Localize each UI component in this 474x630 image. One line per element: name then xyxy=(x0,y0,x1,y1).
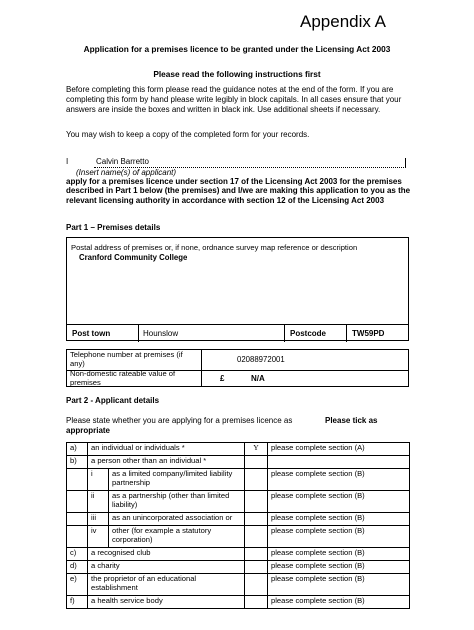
section-instruction xyxy=(268,456,410,469)
row-text: a recognised club xyxy=(88,548,245,561)
row-text: the proprietor of an educational establishment xyxy=(88,574,245,596)
row-letter xyxy=(67,526,88,548)
sub-letter: iii xyxy=(88,513,109,526)
section-instruction: please complete section (B) xyxy=(268,513,410,526)
row-text: an individual or individuals * xyxy=(88,443,245,456)
tick-cell[interactable]: Y xyxy=(245,443,268,456)
table-row xyxy=(67,513,410,526)
tick-cell[interactable] xyxy=(245,526,268,548)
instructions-heading: Please read the following instructions first xyxy=(153,69,321,79)
tick-cell[interactable] xyxy=(245,469,268,491)
row-text: a charity xyxy=(88,561,245,574)
address-value: Cranford Community College xyxy=(79,253,188,262)
row-letter: e) xyxy=(67,574,88,596)
rateable-value[interactable]: N/A xyxy=(251,374,265,383)
rateable-label: Non-domestic rateable value of premises xyxy=(67,370,202,387)
section-instruction: please complete section (B) xyxy=(268,491,410,513)
row-letter: c) xyxy=(67,548,88,561)
table-row xyxy=(67,469,410,491)
tick-cell[interactable] xyxy=(245,548,268,561)
tick-cell[interactable] xyxy=(245,456,268,469)
post-town-label: Post town xyxy=(67,325,139,342)
part2-prompt: Please state whether you are applying for a premises licence as xyxy=(66,416,293,425)
main-heading: Application for a premises licence to be granted under the Licensing Act 2003 xyxy=(83,44,391,54)
table-row xyxy=(67,561,410,574)
sub-letter: iv xyxy=(88,526,109,548)
row-text: a health service body xyxy=(88,596,245,609)
row-text: as a partnership (other than limited liability) xyxy=(109,491,245,513)
sub-letter: i xyxy=(88,469,109,491)
applicant-prefix: I xyxy=(66,157,69,166)
table-row xyxy=(67,596,410,609)
section-instruction: please complete section (B) xyxy=(268,596,410,609)
row-letter xyxy=(67,491,88,513)
sub-letter: ii xyxy=(88,491,109,513)
applicant-name-hint: (Insert name(s) of applicant) xyxy=(76,168,177,177)
row-letter xyxy=(67,513,88,526)
applicant-name-field[interactable] xyxy=(94,157,406,168)
table-row xyxy=(67,491,410,513)
telephone-label: Telephone number at premises (if any) xyxy=(67,350,202,370)
row-text: as an unincorporated association or xyxy=(109,513,245,526)
section-instruction: please complete section (B) xyxy=(268,526,410,548)
row-text: other (for example a statutory corporation) xyxy=(109,526,245,548)
post-town-row xyxy=(67,324,408,342)
applicant-type-table xyxy=(66,442,410,609)
tick-cell[interactable] xyxy=(245,574,268,596)
rateable-currency: £ xyxy=(220,374,225,383)
section-instruction: please complete section (A) xyxy=(268,443,410,456)
post-town-value[interactable]: Hounslow xyxy=(139,325,285,342)
tick-cell[interactable] xyxy=(245,513,268,526)
table-row xyxy=(67,574,410,596)
row-letter: f) xyxy=(67,596,88,609)
telephone-row xyxy=(67,350,408,371)
row-letter xyxy=(67,469,88,491)
row-text: as a limited company/limited liability partnership xyxy=(109,469,245,491)
tick-cell[interactable] xyxy=(245,491,268,513)
table-row xyxy=(67,443,410,456)
instructions-text: Before completing this form please read the guidance notes at the end of the form. If you are completing this form by hand please write legibly in block capitals. In all cases ensure that your answers are inside the boxes and written in black ink. Use additional sheets if necessary. xyxy=(66,85,402,114)
applicant-statement: apply for a premises licence under section 17 of the Licensing Act 2003 for the premises described in Part 1 below (the premises) and I/we are making this application to you as the relevant licensing authority in accordance with section 12 of the Licensing Act 2003 xyxy=(66,177,411,205)
postcode-value[interactable]: TW59PD xyxy=(352,329,385,338)
tick-cell[interactable] xyxy=(245,561,268,574)
postcode-label: Postcode xyxy=(285,325,347,342)
row-letter: a) xyxy=(67,443,88,456)
address-label: Postal address of premises or, if none, ordnance survey map reference or description xyxy=(71,243,358,252)
field-end-mark xyxy=(405,158,406,168)
row-text: a person other than an individual * xyxy=(88,456,245,469)
section-instruction: please complete section (B) xyxy=(268,574,410,596)
section-instruction: please complete section (B) xyxy=(268,548,410,561)
part2-heading: Part 2 - Applicant details xyxy=(66,396,160,405)
section-instruction: please complete section (B) xyxy=(268,561,410,574)
copy-note: You may wish to keep a copy of the completed form for your records. xyxy=(66,130,310,139)
table-row xyxy=(67,456,410,469)
tick-cell[interactable] xyxy=(245,596,268,609)
part1-heading: Part 1 – Premises details xyxy=(66,223,161,232)
premises-contact-box xyxy=(66,349,409,387)
tick-instruction: Please tick as appropriate xyxy=(66,416,378,435)
applicant-name: Calvin Barretto xyxy=(96,157,149,166)
premises-address-box[interactable] xyxy=(66,237,409,341)
table-row xyxy=(67,548,410,561)
appendix-title: Appendix A xyxy=(300,12,387,31)
row-letter: b) xyxy=(67,456,88,469)
rateable-row xyxy=(67,370,408,387)
section-instruction: please complete section (B) xyxy=(268,469,410,491)
telephone-value[interactable]: 02088972001 xyxy=(237,355,285,364)
table-row xyxy=(67,526,410,548)
row-letter: d) xyxy=(67,561,88,574)
